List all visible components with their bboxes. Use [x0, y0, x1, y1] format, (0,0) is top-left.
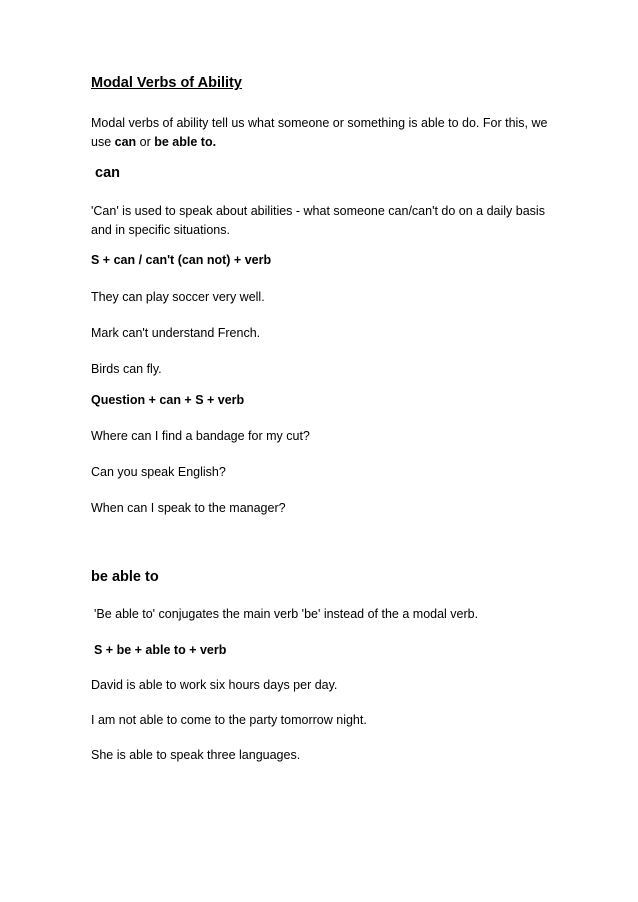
intro-be-able-to-keyword: be able to.: [154, 135, 217, 149]
question-example: When can I speak to the manager?: [91, 501, 286, 515]
be-able-to-example: David is able to work six hours days per day.: [91, 678, 338, 692]
be-able-to-example: I am not able to come to the party tomorrow night.: [91, 713, 367, 727]
intro-paragraph: [91, 114, 551, 152]
can-heading: can: [95, 165, 120, 181]
can-description: 'Can' is used to speak about abilities - what someone can/can't do on a daily basis and in specific situations.: [91, 204, 545, 237]
intro-or-text: or: [136, 135, 155, 149]
can-example: Birds can fly.: [91, 362, 162, 376]
be-able-to-description: 'Be able to' conjugates the main verb 'be' instead of the a modal verb.: [94, 607, 479, 621]
question-example: Where can I find a bandage for my cut?: [91, 429, 310, 443]
can-example: Mark can't understand French.: [91, 326, 261, 340]
be-able-to-heading: be able to: [91, 569, 159, 585]
intro-can-keyword: can: [114, 135, 137, 149]
be-able-to-formula: S + be + able to + verb: [94, 643, 227, 657]
can-formula: S + can / can't (can not) + verb: [91, 253, 272, 267]
question-example: Can you speak English?: [91, 465, 226, 479]
can-example: They can play soccer very well.: [91, 290, 265, 304]
be-able-to-example: She is able to speak three languages.: [91, 748, 301, 762]
question-formula: Question + can + S + verb: [91, 393, 245, 407]
intro-text: Modal verbs of ability tell us what someone or something is able to do. For this, we use: [91, 116, 548, 149]
page-title: Modal Verbs of Ability: [91, 75, 242, 91]
